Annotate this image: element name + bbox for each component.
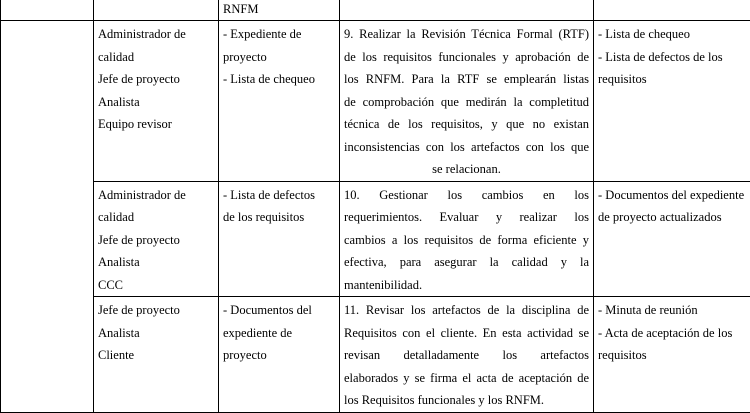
activity-line: elaborados y se firma el acta de aceptación de bbox=[344, 367, 589, 390]
activity-line: 9. Realizar la Revisión Técnica Formal (RTF) bbox=[344, 23, 589, 46]
activity-line: se relacionan. bbox=[344, 158, 589, 181]
inputs-cell bbox=[219, 21, 340, 182]
activity-line: cambios a los requisitos de forma eficiente y bbox=[344, 229, 589, 252]
outputs-cell bbox=[594, 297, 750, 413]
activity-cell bbox=[340, 21, 594, 182]
output-line: requisitos bbox=[598, 344, 750, 367]
output-line: requisitos bbox=[598, 68, 750, 91]
role-line: Jefe de proyecto bbox=[98, 299, 214, 322]
outputs-cell bbox=[594, 0, 750, 21]
activity-line: revisan detalladamente los artefactos bbox=[344, 344, 589, 367]
activity-line: inconsistencias con los artefactos con los que bbox=[344, 136, 589, 159]
input-line: expediente de bbox=[223, 322, 335, 345]
roles-cell bbox=[94, 21, 219, 182]
activity-line: 10. Gestionar los cambios en los bbox=[344, 184, 589, 207]
inputs-cell bbox=[219, 297, 340, 413]
role-line: Analista bbox=[98, 322, 214, 345]
output-line: - Lista de defectos de los bbox=[598, 46, 750, 69]
input-line: - Expediente de bbox=[223, 23, 335, 46]
role-line: Equipo revisor bbox=[98, 113, 214, 136]
roles-cell bbox=[94, 297, 219, 413]
input-line: RNFM bbox=[223, 1, 335, 17]
role-line: calidad bbox=[98, 46, 214, 69]
activity-line: Requisitos con el cliente. En esta actividad se bbox=[344, 322, 589, 345]
activity-line: de comprobación que medirán la completitud bbox=[344, 91, 589, 114]
inputs-cell bbox=[219, 0, 340, 21]
role-line: CCC bbox=[98, 274, 214, 297]
input-line: proyecto bbox=[223, 344, 335, 367]
role-line: calidad bbox=[98, 206, 214, 229]
table-row bbox=[1, 21, 750, 182]
activity-line: mantenibilidad. bbox=[344, 274, 589, 297]
activity-line: efectiva, para asegurar la calidad y la bbox=[344, 251, 589, 274]
outputs-cell bbox=[594, 21, 750, 182]
input-line: de los requisitos bbox=[223, 206, 335, 229]
input-line: - Documentos del bbox=[223, 299, 335, 322]
role-line: Analista bbox=[98, 251, 214, 274]
blank-cell bbox=[1, 0, 94, 21]
activity-line: los RNFM. Para la RTF se emplearán listas bbox=[344, 68, 589, 91]
input-line: - Lista de defectos bbox=[223, 184, 335, 207]
input-line: proyecto bbox=[223, 46, 335, 69]
output-line: - Minuta de reunión bbox=[598, 299, 750, 322]
roles-cell bbox=[94, 181, 219, 297]
blank-cell bbox=[1, 21, 94, 413]
activity-cell bbox=[340, 0, 594, 21]
output-line: - Lista de chequeo bbox=[598, 23, 750, 46]
table-row bbox=[1, 181, 750, 297]
role-line: Jefe de proyecto bbox=[98, 229, 214, 252]
output-line: - Acta de aceptación de los bbox=[598, 322, 750, 345]
role-line: Administrador de bbox=[98, 23, 214, 46]
output-line: de proyecto actualizados bbox=[598, 206, 750, 229]
roles-cell bbox=[94, 0, 219, 21]
role-line: Jefe de proyecto bbox=[98, 68, 214, 91]
activity-line: de los requisitos funcionales y aprobación de bbox=[344, 46, 589, 69]
activity-line: 11. Revisar los artefactos de la disciplina de bbox=[344, 299, 589, 322]
activity-cell bbox=[340, 297, 594, 413]
role-line: Administrador de bbox=[98, 184, 214, 207]
table-row bbox=[1, 0, 750, 21]
activity-line: los Requisitos funcionales y los RNFM. bbox=[344, 389, 589, 412]
output-line: - Documentos del expediente bbox=[598, 184, 750, 207]
table-row bbox=[1, 297, 750, 413]
outputs-cell bbox=[594, 181, 750, 297]
role-line: Analista bbox=[98, 91, 214, 114]
activity-line: técnica de los requisitos, y que no existan bbox=[344, 113, 589, 136]
activity-cell bbox=[340, 181, 594, 297]
input-line: - Lista de chequeo bbox=[223, 68, 335, 91]
role-line: Cliente bbox=[98, 344, 214, 367]
inputs-cell bbox=[219, 181, 340, 297]
activity-line: requerimientos. Evaluar y realizar los bbox=[344, 206, 589, 229]
